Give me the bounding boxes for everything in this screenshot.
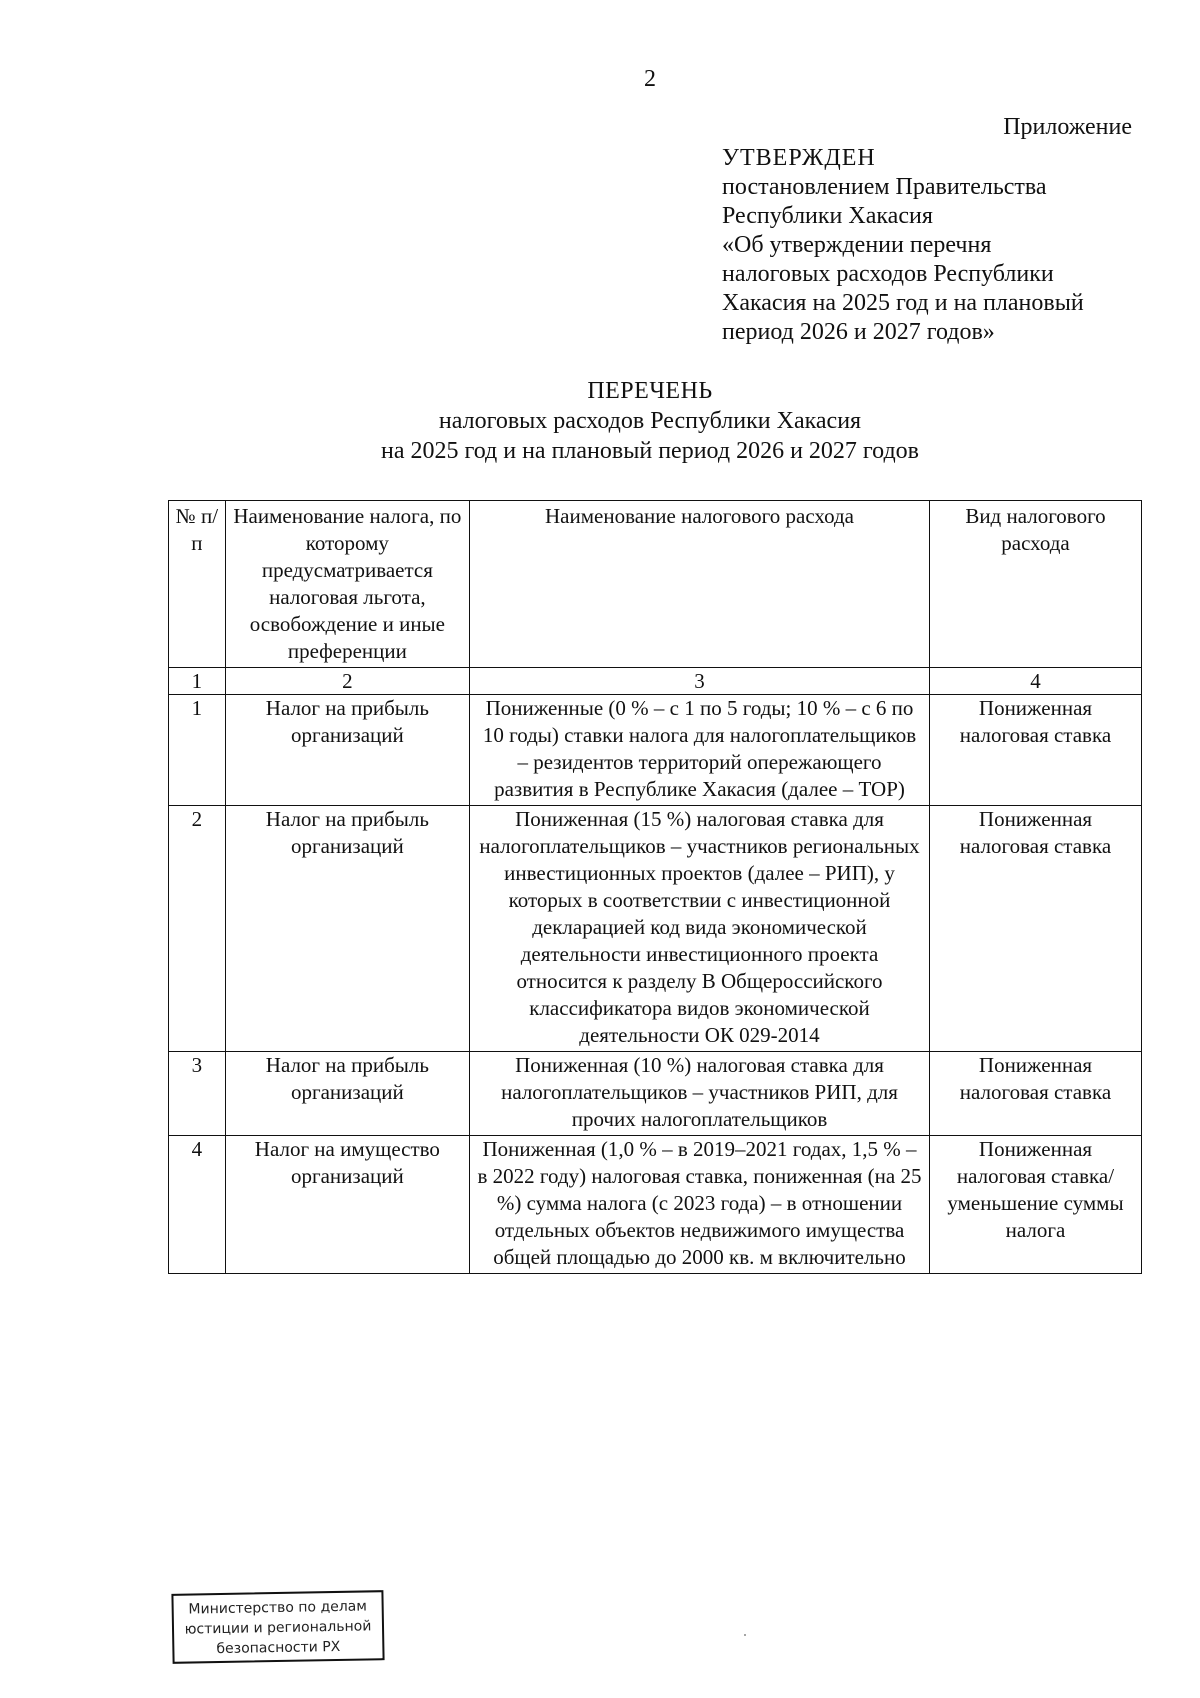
title-line: налоговых расходов Республики Хакасия	[438, 408, 862, 434]
row-type: Пониженная налоговая ставка	[929, 806, 1141, 1052]
row-expense: Пониженная (10 %) налоговая ставка для налогоплательщиков – участников РИП, для прочих налогоплательщиков	[470, 1052, 930, 1136]
appendix-label: Приложение	[1003, 114, 1132, 140]
table-row	[169, 806, 1142, 1052]
header-expense-type: Вид налогового расхода	[929, 501, 1141, 668]
approval-block	[722, 144, 1084, 347]
approval-line: Хакасия на 2025 год и на плановый	[722, 290, 1084, 316]
column-number: 2	[225, 668, 469, 695]
approved-heading: УТВЕРЖДЕН	[722, 145, 876, 171]
row-tax: Налог на прибыль организаций	[225, 1052, 469, 1136]
column-number: 1	[169, 668, 226, 695]
title-line: на 2025 год и на плановый период 2026 и 2027 годов	[380, 438, 920, 464]
approval-line: «Об утверждении перечня	[722, 232, 992, 258]
row-expense: Пониженная (15 %) налоговая ставка для налогоплательщиков – участников региональных инвестиционных проектов (далее – РИП), у которых в соответствии с инвестиционной декларацией код вида экономической деятельности инвестиционного проекта относится к разделу В Общероссийского классификатора видов экономической деятельности ОК 029-2014	[470, 806, 930, 1052]
column-number: 4	[929, 668, 1141, 695]
table-header-row	[169, 501, 1142, 668]
header-number: № п/п	[169, 501, 226, 668]
table-row	[169, 695, 1142, 806]
row-type: Пониженная налоговая ставка/уменьшение суммы налога	[929, 1136, 1141, 1274]
row-number: 4	[169, 1136, 226, 1274]
page-number: 2	[644, 66, 656, 92]
ministry-stamp	[171, 1590, 384, 1664]
title-main: ПЕРЕЧЕНЬ	[587, 378, 713, 404]
row-expense: Пониженная (1,0 % – в 2019–2021 годах, 1,5 % – в 2022 году) налоговая ставка, пониженная (на 25 %) сумма налога (с 2023 года) – в отношении отдельных объектов недвижимого имущества общей площадью до 2000 кв. м включительно	[470, 1136, 930, 1274]
tax-expenses-table	[168, 500, 1142, 1274]
column-number-row	[169, 668, 1142, 695]
row-number: 1	[169, 695, 226, 806]
approval-line: налоговых расходов Республики	[722, 261, 1054, 287]
table-row	[169, 1052, 1142, 1136]
row-tax: Налог на прибыль организаций	[225, 695, 469, 806]
stamp-line: юстиции и региональной	[184, 1618, 372, 1638]
table-row	[169, 1136, 1142, 1274]
row-tax: Налог на прибыль организаций	[225, 806, 469, 1052]
stamp-line: безопасности РХ	[216, 1638, 341, 1658]
row-expense: Пониженные (0 % – с 1 по 5 годы; 10 % – с 6 по 10 годы) ставки налога для налогоплательщиков – резидентов территорий опережающего развития в Республике Хакасия (далее – ТОР)	[470, 695, 930, 806]
approval-line: Республики Хакасия	[722, 203, 933, 229]
column-number: 3	[470, 668, 930, 695]
row-number: 2	[169, 806, 226, 1052]
row-tax: Налог на имущество организаций	[225, 1136, 469, 1274]
approval-line: постановлением Правительства	[722, 174, 1047, 200]
scan-speck	[744, 1634, 746, 1636]
approval-line: период 2026 и 2027 годов»	[722, 319, 995, 345]
row-type: Пониженная налоговая ставка	[929, 695, 1141, 806]
header-expense-name: Наименование налогового расхода	[470, 501, 930, 668]
row-type: Пониженная налоговая ставка	[929, 1052, 1141, 1136]
stamp-line: Министерство по делам	[188, 1598, 368, 1618]
header-tax-name: Наименование налога, по которому предусматривается налоговая льгота, освобождение и иные преференции	[225, 501, 469, 668]
row-number: 3	[169, 1052, 226, 1136]
document-title	[0, 376, 1200, 466]
